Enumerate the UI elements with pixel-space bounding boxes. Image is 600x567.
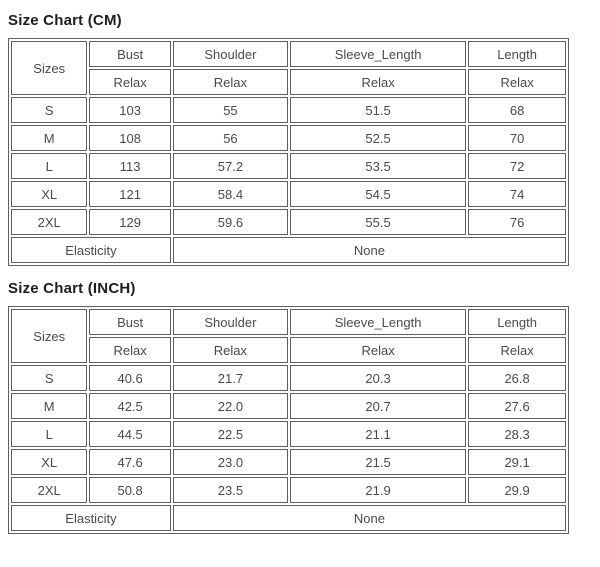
value-cell: 47.6 — [89, 449, 170, 475]
value-cell: 50.8 — [89, 477, 170, 503]
value-cell: 76 — [468, 209, 566, 235]
header-row — [11, 309, 566, 335]
value-cell: 20.7 — [290, 393, 466, 419]
value-cell: 68 — [468, 97, 566, 123]
size-chart-cm-table — [8, 38, 569, 266]
value-cell: 70 — [468, 125, 566, 151]
value-cell: 21.5 — [290, 449, 466, 475]
size-cell: 2XL — [11, 209, 87, 235]
table-row-2xl — [11, 209, 566, 235]
table-row-xl — [11, 449, 566, 475]
value-cell: 55.5 — [290, 209, 466, 235]
value-cell: 74 — [468, 181, 566, 207]
sub-header-length: Relax — [468, 337, 566, 363]
size-chart-inch-section — [8, 266, 592, 534]
sub-header-bust: Relax — [89, 69, 170, 95]
header-row — [11, 41, 566, 67]
size-cell: M — [11, 393, 87, 419]
sizes-header-cell: Sizes — [11, 41, 87, 95]
size-cell: S — [11, 365, 87, 391]
size-cell: S — [11, 97, 87, 123]
value-cell: 28.3 — [468, 421, 566, 447]
sub-header-sleeve-length: Relax — [290, 337, 466, 363]
value-cell: 56 — [173, 125, 288, 151]
elasticity-label-cell: Elasticity — [11, 505, 171, 531]
column-header-bust: Bust — [89, 309, 170, 335]
size-cell: L — [11, 421, 87, 447]
value-cell: 29.1 — [468, 449, 566, 475]
value-cell: 21.7 — [173, 365, 288, 391]
table-row-2xl — [11, 477, 566, 503]
value-cell: 42.5 — [89, 393, 170, 419]
value-cell: 23.0 — [173, 449, 288, 475]
value-cell: 59.6 — [173, 209, 288, 235]
size-cell: XL — [11, 181, 87, 207]
value-cell: 103 — [89, 97, 170, 123]
table-row-xl — [11, 181, 566, 207]
value-cell: 55 — [173, 97, 288, 123]
column-header-sleeve-length: Sleeve_Length — [290, 309, 466, 335]
elasticity-row — [11, 237, 566, 263]
size-chart-inch-title: Size Chart (INCH) — [8, 280, 136, 297]
column-header-sleeve-length: Sleeve_Length — [290, 41, 466, 67]
sub-header-row — [11, 337, 566, 363]
column-header-bust: Bust — [89, 41, 170, 67]
value-cell: 52.5 — [290, 125, 466, 151]
value-cell: 27.6 — [468, 393, 566, 419]
value-cell: 113 — [89, 153, 170, 179]
value-cell: 121 — [89, 181, 170, 207]
value-cell: 72 — [468, 153, 566, 179]
value-cell: 129 — [89, 209, 170, 235]
sub-header-bust: Relax — [89, 337, 170, 363]
column-header-length: Length — [468, 309, 566, 335]
size-cell: 2XL — [11, 477, 87, 503]
value-cell: 20.3 — [290, 365, 466, 391]
sub-header-sleeve-length: Relax — [290, 69, 466, 95]
value-cell: 51.5 — [290, 97, 466, 123]
sub-header-shoulder: Relax — [173, 69, 288, 95]
size-chart-cm-title: Size Chart (CM) — [8, 12, 122, 29]
table-row-s — [11, 365, 566, 391]
sub-header-shoulder: Relax — [173, 337, 288, 363]
value-cell: 26.8 — [468, 365, 566, 391]
elasticity-label-cell: Elasticity — [11, 237, 171, 263]
value-cell: 21.9 — [290, 477, 466, 503]
size-chart-inch-table — [8, 306, 569, 534]
table-row-m — [11, 393, 566, 419]
table-row-l — [11, 421, 566, 447]
elasticity-row — [11, 505, 566, 531]
size-chart-cm-section — [8, 1, 592, 266]
column-header-length: Length — [468, 41, 566, 67]
size-cell: XL — [11, 449, 87, 475]
sizes-header-cell: Sizes — [11, 309, 87, 363]
value-cell: 22.0 — [173, 393, 288, 419]
value-cell: 53.5 — [290, 153, 466, 179]
size-cell: L — [11, 153, 87, 179]
table-row-m — [11, 125, 566, 151]
value-cell: 29.9 — [468, 477, 566, 503]
value-cell: 22.5 — [173, 421, 288, 447]
column-header-shoulder: Shoulder — [173, 41, 288, 67]
value-cell: 23.5 — [173, 477, 288, 503]
elasticity-value-cell: None — [173, 505, 566, 531]
value-cell: 21.1 — [290, 421, 466, 447]
size-cell: M — [11, 125, 87, 151]
value-cell: 40.6 — [89, 365, 170, 391]
table-row-l — [11, 153, 566, 179]
sub-header-row — [11, 69, 566, 95]
value-cell: 44.5 — [89, 421, 170, 447]
value-cell: 58.4 — [173, 181, 288, 207]
column-header-shoulder: Shoulder — [173, 309, 288, 335]
sub-header-length: Relax — [468, 69, 566, 95]
table-row-s — [11, 97, 566, 123]
value-cell: 54.5 — [290, 181, 466, 207]
elasticity-value-cell: None — [173, 237, 566, 263]
value-cell: 57.2 — [173, 153, 288, 179]
value-cell: 108 — [89, 125, 170, 151]
